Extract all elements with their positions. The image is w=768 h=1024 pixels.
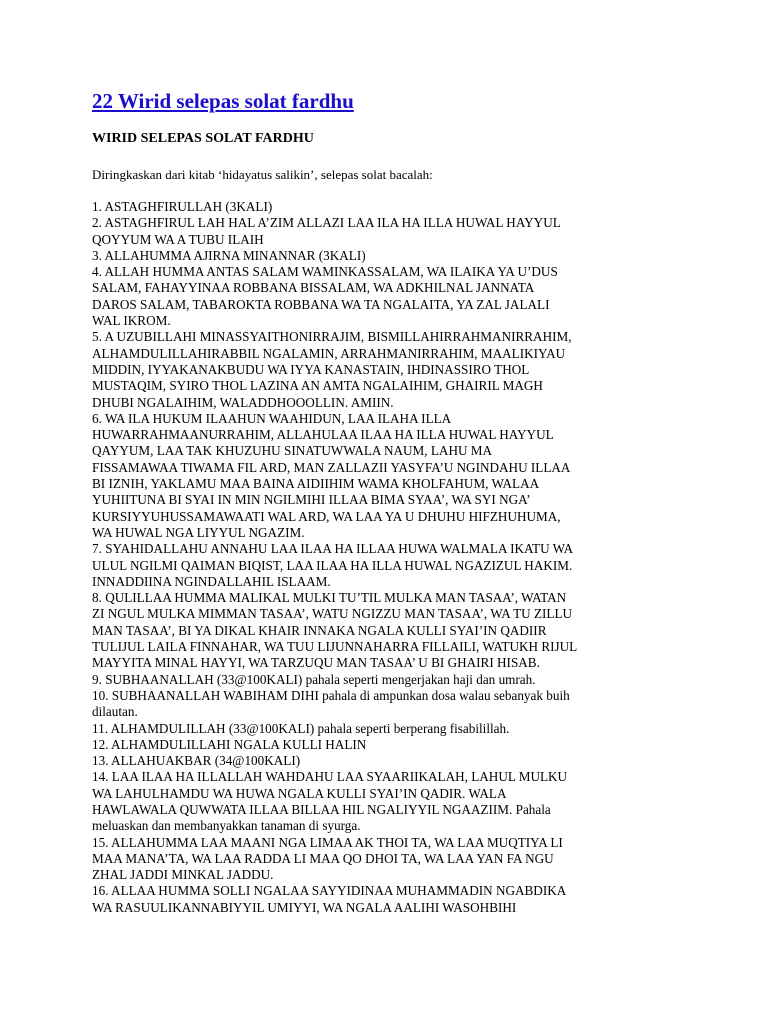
wirid-item xyxy=(92,248,692,264)
wirid-line: SALAM, FAHAYYINAA ROBBANA BISSALAM, WA ADKHILNAL JANNATA xyxy=(92,280,535,296)
wirid-line: KURSIYYUHUSSAMAWAATI WAL ARD, WA LAA YA U DHUHU HIFZHUHUMA, xyxy=(92,508,561,524)
wirid-line: 13. ALLAHUAKBAR (34@100KALI) xyxy=(92,753,301,769)
wirid-line: INNADDIINA NGINDALLAHIL ISLAAM. xyxy=(92,573,331,589)
section-heading: WIRID SELEPAS SOLAT FARDHU xyxy=(92,131,314,146)
wirid-line: ULUL NGILMI QAIMAN BIQIST, LAA ILAA HA ILLA HUWAL NGAZIZUL HAKIM. xyxy=(92,557,573,573)
wirid-line: 5. A UZUBILLAHI MINASSYAITHONIRRAJIM, BISMILLAHIRRAHMANIRRAHIM, xyxy=(92,329,572,345)
wirid-line: 9. SUBHAANALLAH (33@100KALI) pahala seperti mengerjakan haji dan umrah. xyxy=(92,671,536,687)
wirid-line: MAA MANA’TA, WA LAA RADDA LI MAA QO DHOI TA, WA LAA YAN FA NGU xyxy=(92,850,554,866)
wirid-item xyxy=(92,672,692,688)
wirid-line: 16. ALLAA HUMMA SOLLI NGALAA SAYYIDINAA MUHAMMADIN NGABDIKA xyxy=(92,883,567,899)
wirid-line: 3. ALLAHUMMA AJIRNA MINANNAR (3KALI) xyxy=(92,247,366,263)
wirid-line: TULIJUL LAILA FINNAHAR, WA TUU LIJUNNAHARRA FILLAILI, WATUKH RIJUL xyxy=(92,639,578,655)
wirid-item xyxy=(92,264,692,329)
wirid-line: 11. ALHAMDULILLAH (33@100KALI) pahala seperti berperang fisabilillah. xyxy=(92,720,510,736)
wirid-line: WA LAHULHAMDU WA HUWA NGALA KULLI SYAI’IN QADIR. WALA xyxy=(92,785,507,801)
wirid-line: meluaskan dan membanyakkan tanaman di syurga. xyxy=(92,818,361,834)
wirid-line: QAYYUM, LAA TAK KHUZUHU SINATUWWALA NAUM, LAHU MA xyxy=(92,443,493,459)
wirid-item xyxy=(92,769,692,834)
wirid-line: QOYYUM WA A TUBU ILAIH xyxy=(92,231,264,247)
wirid-line: WAL IKROM. xyxy=(92,313,171,329)
wirid-line: YUHIITUNA BI SYAI IN MIN NGILMIHI ILLAA BIMA SYAA’, WA SYI NGA’ xyxy=(92,492,531,508)
wirid-line: 6. WA ILA HUKUM ILAAHUN WAAHIDUN, LAA ILAHA ILLA xyxy=(92,410,452,426)
wirid-line: 4. ALLAH HUMMA ANTAS SALAM WAMINKASSALAM, WA ILAIKA YA U’DUS xyxy=(92,264,558,280)
wirid-line: BI IZNIH, YAKLAMU MAA BAINA AIDIIHIM WAMA KHOLFAHUM, WALAA xyxy=(92,476,540,492)
wirid-line: MIDDIN, IYYAKANAKBUDU WA IYYA KANASTAIN, IHDINASSIRO THOL xyxy=(92,361,530,377)
wirid-item xyxy=(92,329,692,410)
wirid-item xyxy=(92,215,692,248)
wirid-line: 15. ALLAHUMMA LAA MAANI NGA LIMAA AK THOI TA, WA LAA MUQTIYA LI xyxy=(92,834,563,850)
wirid-item xyxy=(92,411,692,541)
wirid-line: FISSAMAWAA TIWAMA FIL ARD, MAN ZALLAZII YASYFA’U NGINDAHU ILLAA xyxy=(92,459,571,475)
wirid-line: WA HUWAL NGA LIYYUL NGAZIM. xyxy=(92,524,305,540)
wirid-line: ALHAMDULILLAHIRABBIL NGALAMIN, ARRAHMANIRRAHIM, MAALIKIYAU xyxy=(92,345,566,361)
wirid-item xyxy=(92,721,692,737)
wirid-item xyxy=(92,737,692,753)
wirid-line: dilautan. xyxy=(92,704,138,720)
document-page xyxy=(92,88,692,916)
wirid-line: 10. SUBHAANALLAH WABIHAM DIHI pahala di ampunkan dosa walau sebanyak buih xyxy=(92,687,570,703)
wirid-line: MAYYITA MINAL HAYYI, WA TARZUQU MAN TASAA’ U BI GHAIRI HISAB. xyxy=(92,655,540,671)
wirid-list xyxy=(92,199,692,916)
wirid-item xyxy=(92,199,692,215)
wirid-line: WA RASUULIKANNABIYYIL UMIYYI, WA NGALA AALIHI WASOHBIHI xyxy=(92,899,517,915)
wirid-line: DHUBI NGALAIHIM, WALADDHOOOLLIN. AMIIN. xyxy=(92,394,394,410)
wirid-line: MAN TASAA’, BI YA DIKAL KHAIR INNAKA NGALA KULLI SYAI’IN QADIIR xyxy=(92,622,547,638)
wirid-line: HAWLAWALA QUWWATA ILLAA BILLAA HIL NGALIYYIL NGAAZIIM. Pahala xyxy=(92,801,551,817)
wirid-line: ZHAL JADDI MINKAL JADDU. xyxy=(92,867,274,883)
document-title-link[interactable]: 22 Wirid selepas solat fardhu xyxy=(92,89,354,113)
wirid-line: 7. SYAHIDALLAHU ANNAHU LAA ILAA HA ILLAA HUWA WALMALA IKATU WA xyxy=(92,541,574,557)
wirid-line: 1. ASTAGHFIRULLAH (3KALI) xyxy=(92,199,273,214)
wirid-line: ZI NGUL MULKA MIMMAN TASAA’, WATU NGIZZU MAN TASAA’, WA TU ZILLU xyxy=(92,606,573,622)
intro-text: Diringkaskan dari kitab ‘hidayatus salikin’, selepas solat bacalah: xyxy=(92,167,433,182)
wirid-item xyxy=(92,688,692,721)
wirid-line: 2. ASTAGHFIRUL LAH HAL A’ZIM ALLAZI LAA ILA HA ILLA HUWAL HAYYUL xyxy=(92,215,561,231)
wirid-line: 8. QULILLAA HUMMA MALIKAL MULKI TU’TIL MULKA MAN TASAA’, WATAN xyxy=(92,590,567,606)
wirid-line: 12. ALHAMDULILLAHI NGALA KULLI HALIN xyxy=(92,736,367,752)
wirid-item xyxy=(92,590,692,671)
wirid-line: DAROS SALAM, TABAROKTA ROBBANA WA TA NGALAITA, YA ZAL JALALI xyxy=(92,296,550,312)
wirid-item xyxy=(92,541,692,590)
wirid-line: MUSTAQIM, SYIRO THOL LAZINA AN AMTA NGALAIHIM, GHAIRIL MAGH xyxy=(92,378,543,394)
wirid-item xyxy=(92,753,692,769)
wirid-item xyxy=(92,883,692,916)
wirid-item xyxy=(92,835,692,884)
wirid-line: HUWARRAHMAANURRAHIM, ALLAHULAA ILAA HA ILLA HUWAL HAYYUL xyxy=(92,427,554,443)
wirid-line: 14. LAA ILAA HA ILLALLAH WAHDAHU LAA SYAARIIKALAH, LAHUL MULKU xyxy=(92,769,568,785)
